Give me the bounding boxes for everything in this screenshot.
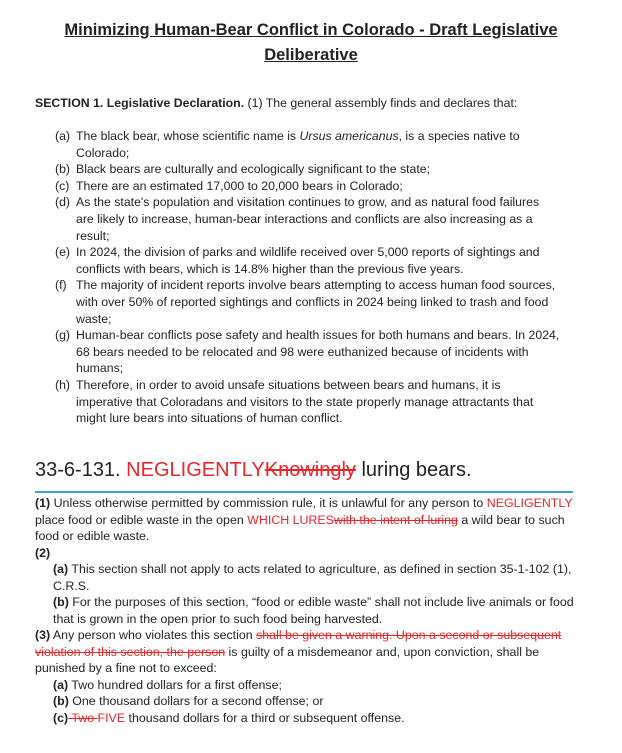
inserted-text: FIVE [97, 710, 126, 725]
deleted-text: Two [68, 710, 98, 725]
subsection-3a [35, 677, 580, 694]
list-item [55, 277, 560, 327]
paragraph-label: (c) [53, 710, 69, 725]
subsection-2a [35, 561, 580, 594]
scientific-name: Ursus americanus [299, 129, 399, 143]
declaration-text: (1) The general assembly finds and declares that: [244, 96, 518, 110]
legislative-declaration [35, 96, 517, 110]
item-label: (d) [55, 195, 71, 210]
list-item [55, 244, 560, 277]
statute-heading [35, 459, 472, 482]
item-text: In 2024, the division of parks and wildlife received over 5,000 reports of sightings and conflicts with bears, which is 14.8% higher than the previous five years. [76, 245, 540, 276]
statute-number: 33-6-131. [35, 459, 127, 481]
item-label: (g) [55, 328, 71, 343]
item-text: Therefore, in order to avoid unsafe situations between bears and humans, it is imperative that Coloradans and visitors to the state properly manage attractants that might lure bears into situations of human conflict. [76, 377, 534, 426]
subsection-3b [35, 693, 580, 710]
item-text-part: The black bear, whose scientific name is [76, 129, 300, 143]
subsection-3c [35, 710, 580, 727]
list-item [55, 178, 560, 195]
item-text-part: , is a species native to Colorado; [76, 129, 520, 160]
subsection-2 [35, 545, 580, 562]
subsection-label: (2) [35, 545, 51, 560]
findings-list [55, 128, 560, 427]
item-text: The majority of incident reports involve bears attempting to access human food sources, with over 50% of reported sightings and conflicts in 2024 being linked to trash and food waste; [76, 278, 556, 326]
section-label: SECTION 1. Legislative Declaration. [35, 96, 245, 110]
subsection-3 [35, 627, 580, 677]
list-item [55, 194, 560, 244]
subsection-label: (1) [35, 496, 51, 510]
list-item [55, 128, 560, 161]
item-text: Human-bear conflicts pose safety and health issues for both humans and bears. In 2024, 68 bears needed to be relocated and 98 were euthanized because of incidents with humans; [76, 328, 560, 376]
statute-body [35, 495, 580, 726]
list-item [55, 161, 560, 178]
body-text: One thousand dollars for a second offense; or [68, 694, 324, 708]
subsection-1 [35, 495, 580, 545]
item-text: Black bears are culturally and ecologically significant to the state; [76, 162, 431, 177]
body-text: For the purposes of this section, “food or edible waste” shall not include live animals or food that is grown in the open prior to such food being harvested. [53, 595, 574, 626]
item-label: (c) [55, 178, 70, 193]
subsection-2b [35, 594, 580, 627]
body-text: Two hundred dollars for a first offense; [68, 677, 282, 692]
inserted-text: NEGLIGENTLY [126, 459, 265, 481]
document-title: Minimizing Human-Bear Conflict in Colorado - Draft Legislative Deliberative [64, 21, 558, 64]
paragraph-label: (a) [53, 677, 69, 692]
body-text: a wild bear to such food or edible waste. [35, 512, 565, 543]
item-label: (e) [55, 245, 71, 260]
deleted-text: Knowingly [264, 459, 356, 481]
item-text: There are an estimated 17,000 to 20,000 bears in Colorado; [76, 178, 403, 193]
body-text: Any person who violates this section [50, 628, 257, 642]
item-label: (b) [55, 162, 71, 177]
item-label: (h) [55, 377, 71, 392]
item-label: (f) [55, 278, 67, 293]
paragraph-label: (b) [53, 694, 69, 708]
item-label: (a) [55, 129, 71, 143]
paragraph-label: (a) [53, 562, 69, 576]
body-text: is guilty of a misdemeanor and, upon conviction, shall be punished by a fine not to exceed: [35, 644, 540, 675]
deleted-text: shall be given a warning. Upon a second or subsequent violation of this section, the person [35, 628, 562, 659]
inserted-text: NEGLIGENTLY [486, 496, 573, 510]
inserted-text: WHICH LURES [247, 512, 334, 527]
body-text: This section shall not apply to acts related to agriculture, as defined in section 35-1-102 (1), C.R.S. [53, 562, 572, 593]
item-text: As the state's population and visitation continues to grow, and as natural food failures are likely to increase, human-bear interactions and conflicts are also increasing as a result; [76, 195, 540, 243]
body-text: Unless otherwise permitted by commission rule, it is unlawful for any person to [50, 496, 487, 510]
heading-text: luring bears. [355, 459, 472, 481]
list-item [55, 377, 560, 427]
list-item [55, 327, 560, 377]
body-text: place food or edible waste in the open [35, 512, 248, 527]
subsection-label: (3) [35, 628, 51, 642]
heading-divider [35, 491, 573, 493]
item-text [76, 128, 560, 161]
deleted-text: with the intent of luring [333, 512, 458, 527]
paragraph-label: (b) [53, 595, 69, 609]
body-text: thousand dollars for a third or subsequent offense. [125, 710, 405, 725]
